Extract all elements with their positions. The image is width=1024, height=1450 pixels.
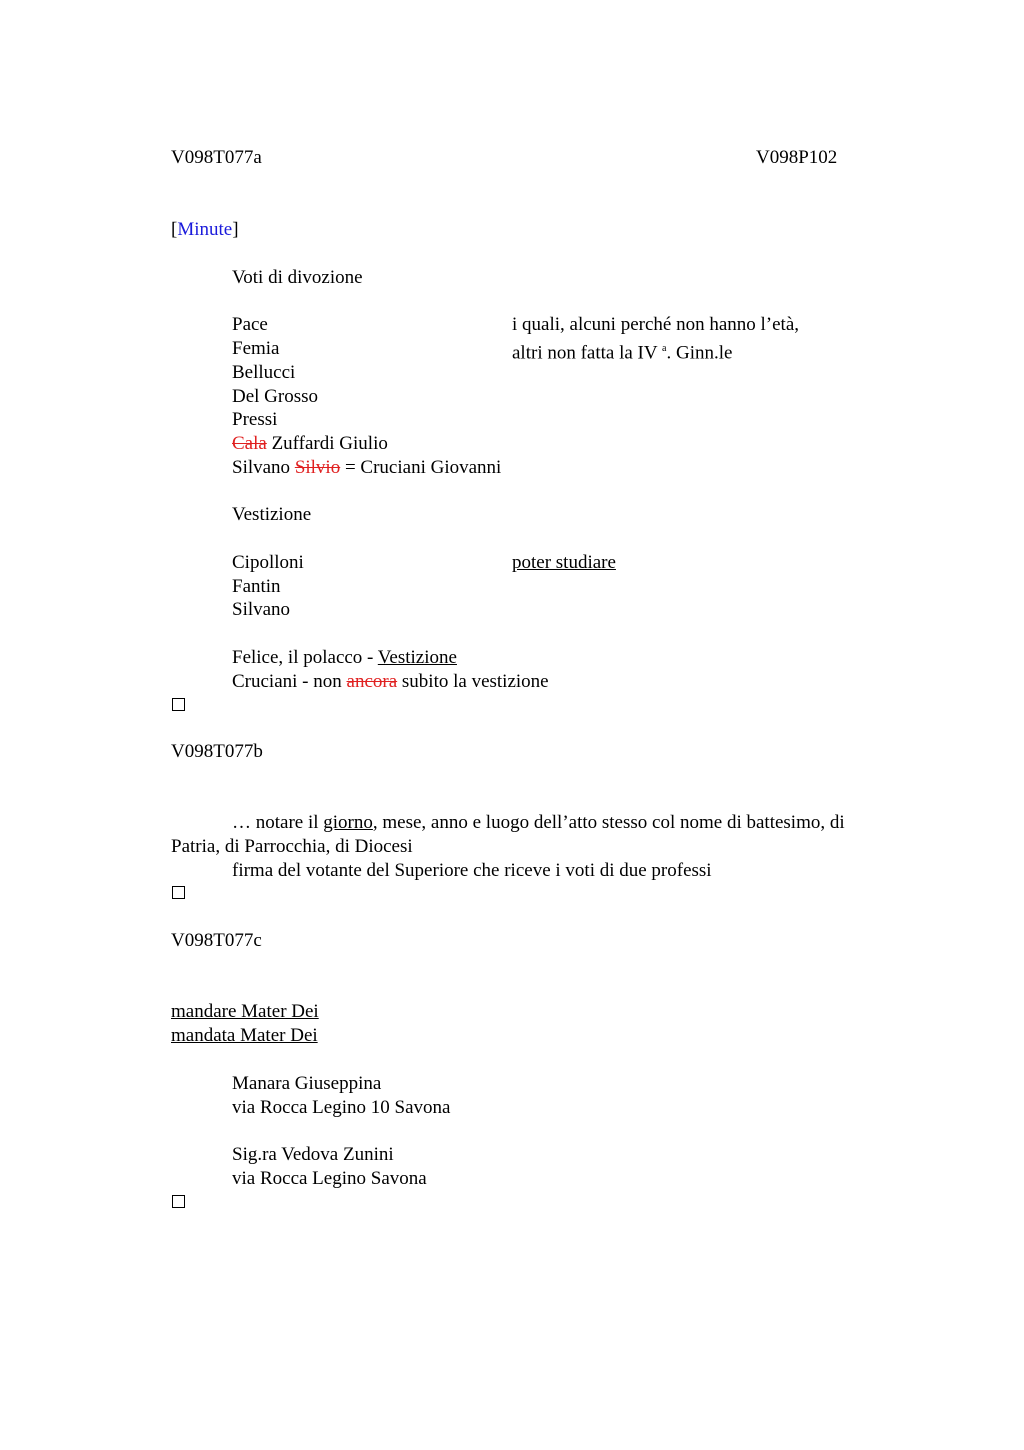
address-street: via Rocca Legino Savona: [232, 1168, 427, 1189]
name-row: Silvano: [232, 599, 291, 620]
text-line: [232, 811, 845, 835]
felice-underlined: Vestizione: [377, 647, 457, 668]
note-poter-studiare: poter studiare: [512, 552, 616, 573]
cruciani-text: subito la vestizione: [397, 671, 549, 692]
minute-link[interactable]: Minute: [177, 219, 233, 240]
address-street: via Rocca Legino 10 Savona: [232, 1097, 451, 1118]
cruciani-text: Cruciani - non: [232, 671, 347, 692]
text-line: Patria, di Parrocchia, di Diocesi: [171, 836, 413, 857]
document-code-left: V098T077a: [171, 147, 262, 168]
section-end-box: [172, 1195, 185, 1208]
name-row: Pace: [232, 314, 268, 335]
name-row-corrected: [232, 456, 501, 480]
name-row: Bellucci: [232, 362, 296, 383]
note-line-2-suffix: . Ginn.le: [666, 342, 733, 364]
heading-vestizione: Vestizione: [232, 504, 312, 525]
felice-line: [232, 646, 457, 670]
name-row: Cipolloni: [232, 552, 304, 573]
section-end-box: [172, 886, 185, 899]
text-suffix: , mese, anno e luogo dell’atto stesso col nome di battesimo, di: [372, 812, 845, 833]
underlined-line: mandare Mater Dei: [171, 1001, 319, 1022]
deleted-text: Cala: [232, 433, 267, 454]
text-prefix: … notare il: [232, 812, 324, 833]
deleted-text: Silvio: [294, 457, 341, 478]
document-code-right: V098P102: [756, 147, 838, 168]
text-line: firma del votante del Superiore che riceve i voti di due professi: [232, 860, 712, 881]
row-text: = Cruciani Giovanni: [340, 457, 502, 478]
section-code: V098T077c: [171, 930, 262, 951]
name-row: Pressi: [232, 409, 278, 430]
address-name: Sig.ra Vedova Zunini: [232, 1144, 394, 1165]
name-row-corrected: [232, 432, 388, 456]
section-end-box: [172, 698, 185, 711]
note-line-2-prefix: altri non fatta la IV: [512, 342, 658, 364]
note-line-2: [512, 337, 732, 365]
minute-tag: [171, 218, 239, 242]
deleted-text: ancora: [346, 671, 398, 692]
bracket-close: ]: [232, 219, 239, 240]
name-row: Femia: [232, 338, 280, 359]
name-row: Fantin: [232, 576, 281, 597]
name-row: Del Grosso: [232, 386, 319, 407]
superscript-a: a: [662, 343, 667, 354]
felice-text: Felice, il polacco -: [232, 647, 378, 668]
underlined-line: mandata Mater Dei: [171, 1025, 318, 1046]
row-text: Silvano: [232, 457, 295, 478]
cruciani-line: [232, 670, 549, 694]
text-underlined: giorno: [323, 812, 373, 833]
section-code: V098T077b: [171, 741, 263, 762]
address-name: Manara Giuseppina: [232, 1073, 382, 1094]
note-line-1: i quali, alcuni perché non hanno l’età,: [512, 314, 800, 335]
bracket-open: [: [171, 219, 178, 240]
heading-voti: Voti di divozione: [232, 267, 363, 288]
row-text: Zuffardi Giulio: [266, 433, 388, 454]
